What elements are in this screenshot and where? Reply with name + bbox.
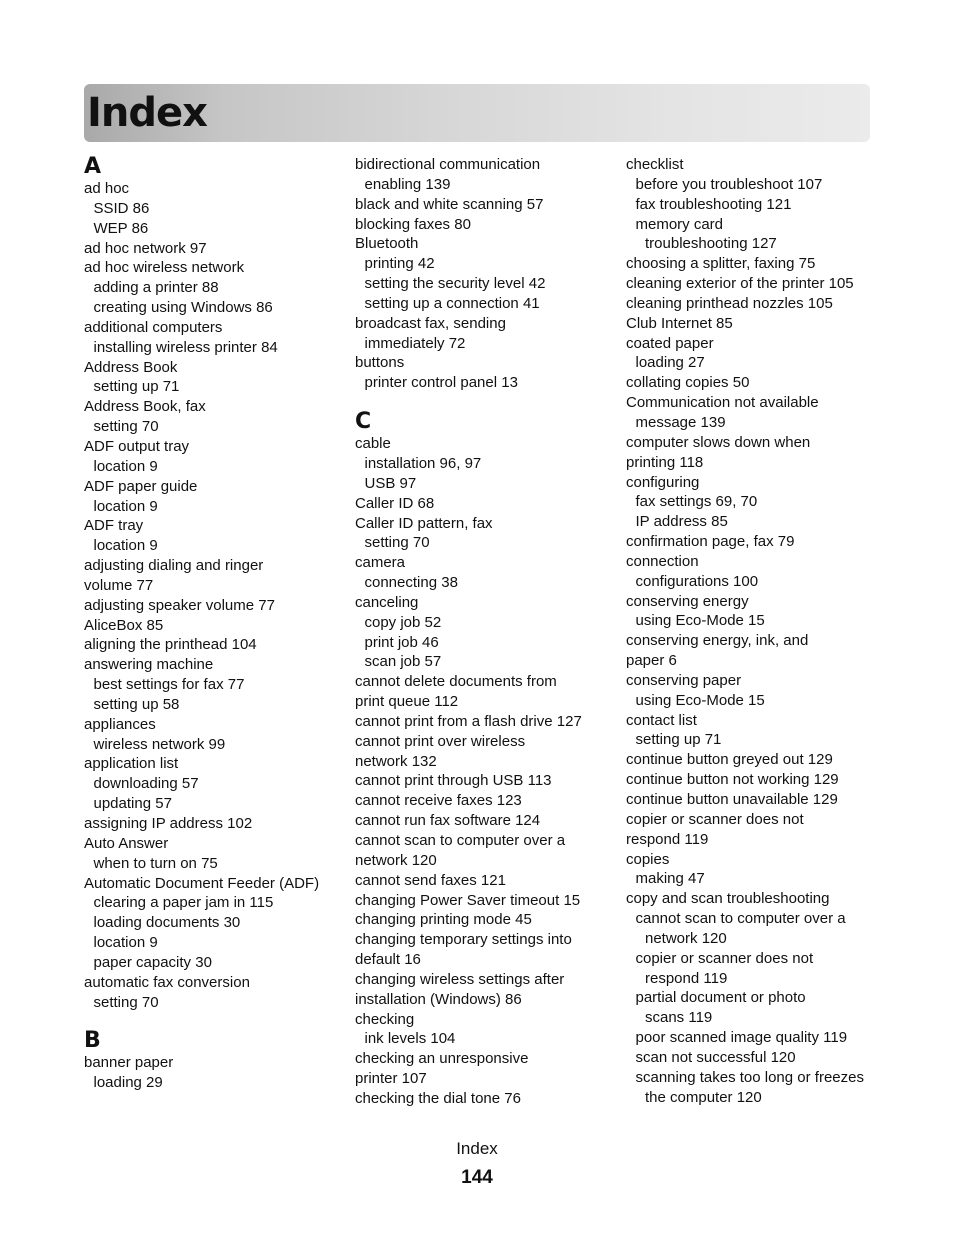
index-subentry: connecting 38: [364, 574, 458, 592]
index-subentry: when to turn on 75: [93, 854, 218, 872]
index-subentry: immediately 72: [364, 334, 466, 352]
index-subentry: setting up a connection 41: [364, 294, 540, 312]
index-subentry: installation 96, 97: [364, 454, 482, 472]
index-column-3: [626, 155, 888, 1108]
index-subentry: enabling 139: [364, 175, 451, 193]
index-entry: copies: [626, 850, 670, 868]
index-subentry: setting 70: [364, 534, 430, 552]
index-subentry: USB 97: [364, 474, 417, 492]
index-entry: installation (Windows) 86: [355, 990, 522, 1008]
index-entry: ADF output tray: [84, 437, 190, 455]
index-entry: changing temporary settings into: [355, 931, 572, 949]
index-entry: connection: [626, 552, 699, 570]
index-entry: Communication not available: [626, 394, 819, 412]
index-entry: ADF paper guide: [84, 477, 198, 495]
index-subentry: using Eco-Mode 15: [635, 691, 765, 709]
index-entry: additional computers: [84, 318, 223, 336]
index-subentry: partial document or photo: [635, 989, 806, 1007]
index-subentry: scans 119: [645, 1009, 713, 1027]
index-entry: cannot print from a flash drive 127: [355, 712, 582, 730]
index-subentry: scan not successful 120: [635, 1048, 796, 1066]
index-entry: changing printing mode 45: [355, 911, 532, 929]
index-entry: adjusting dialing and ringer: [84, 557, 264, 575]
index-entry: Club Internet 85: [626, 314, 733, 332]
index-entry: ad hoc: [84, 180, 130, 197]
index-entry: copier or scanner does not: [626, 810, 804, 828]
index-subentry: poor scanned image quality 119: [635, 1029, 848, 1047]
index-entry: Bluetooth: [355, 235, 419, 253]
index-subentry: configurations 100: [635, 572, 759, 590]
index-entry: printer 107: [355, 1070, 427, 1088]
index-entry: camera: [355, 554, 406, 572]
index-subentry: fax troubleshooting 121: [635, 195, 792, 213]
index-entry: network 120: [355, 851, 437, 869]
index-entry: conserving energy: [626, 592, 749, 610]
index-column-2: [355, 155, 617, 1109]
index-entry: copy and scan troubleshooting: [626, 890, 830, 908]
index-entry: cannot print through USB 113: [355, 772, 552, 790]
index-entry: paper 6: [626, 652, 677, 670]
index-entry: volume 77: [84, 576, 154, 594]
index-entry: Auto Answer: [84, 834, 169, 852]
page-number: 144: [461, 1167, 493, 1188]
index-subentry: copier or scanner does not: [635, 949, 814, 967]
index-subentry: setting 70: [93, 993, 159, 1011]
index-entry: confirmation page, fax 79: [626, 533, 795, 551]
index-subentry: message 139: [635, 413, 726, 431]
index-entry: appliances: [84, 715, 156, 733]
index-entry: conserving paper: [626, 671, 742, 689]
index-subentry: printer control panel 13: [364, 374, 518, 392]
index-entry: collating copies 50: [626, 374, 750, 392]
index-subentry: clearing a paper jam in 115: [93, 894, 274, 912]
index-entry: computer slows down when: [626, 433, 811, 451]
index-entry: default 16: [355, 951, 421, 969]
index-subentry: adding a printer 88: [93, 279, 219, 297]
index-subentry: creating using Windows 86: [93, 299, 273, 317]
index-entry: checklist: [626, 156, 684, 173]
index-entry: Address Book: [84, 358, 178, 376]
index-entry: continue button unavailable 129: [626, 791, 838, 808]
index-subentry: using Eco-Mode 15: [635, 612, 765, 630]
index-entry: bidirectional communication: [355, 156, 541, 173]
section-letter-heading: A: [84, 154, 102, 179]
index-subentry: best settings for fax 77: [93, 676, 245, 694]
index-subentry: loading 29: [93, 1074, 163, 1092]
section-spacer: [355, 393, 617, 410]
footer-label: Index: [456, 1139, 498, 1158]
index-entry: conserving energy, ink, and: [626, 632, 809, 650]
index-entry: Caller ID pattern, fax: [355, 514, 493, 532]
index-subentry: installing wireless printer 84: [93, 338, 278, 356]
index-subentry: setting up 71: [635, 731, 722, 749]
index-entry: changing wireless settings after: [355, 970, 565, 988]
index-subentry: setting the security level 42: [364, 275, 546, 293]
index-entry: assigning IP address 102: [84, 815, 253, 832]
index-entry: blocking faxes 80: [355, 215, 471, 233]
index-entry: Caller ID 68: [355, 494, 435, 512]
index-subentry: location 9: [93, 537, 158, 555]
index-entry: cannot receive faxes 123: [355, 792, 522, 810]
index-subentry: loading documents 30: [93, 914, 241, 932]
index-entry: aligning the printhead 104: [84, 636, 257, 654]
index-entry: configuring: [626, 473, 700, 491]
index-entry: adjusting speaker volume 77: [84, 596, 275, 614]
section-letter-heading: C: [355, 409, 372, 435]
index-entry: changing Power Saver timeout 15: [355, 891, 581, 909]
index-entry: printing 118: [626, 453, 704, 471]
index-subentry: setting up 71: [93, 378, 180, 396]
index-entry: checking an unresponsive: [355, 1050, 529, 1068]
index-subentry: fax settings 69, 70: [635, 493, 758, 511]
index-subentry: updating 57: [93, 795, 172, 813]
index-entry: cleaning exterior of the printer 105: [626, 275, 854, 293]
index-subentry: ink levels 104: [364, 1030, 456, 1048]
index-subentry: network 120: [645, 929, 727, 947]
index-subentry: IP address 85: [635, 513, 728, 531]
index-subentry: setting up 58: [93, 695, 180, 713]
index-subentry: cannot scan to computer over a: [635, 910, 846, 928]
index-subentry: making 47: [635, 870, 705, 888]
index-entry: respond 119: [626, 830, 709, 848]
index-entry: ADF tray: [84, 517, 144, 535]
index-entry: application list: [84, 755, 179, 773]
index-subentry: memory card: [635, 215, 724, 233]
index-entry: network 132: [355, 752, 437, 770]
index-subentry: location 9: [93, 934, 158, 952]
index-entry: buttons: [355, 354, 405, 372]
index-header-banner: [84, 84, 870, 142]
index-column-1: [84, 155, 346, 1093]
index-subentry: wireless network 99: [93, 735, 226, 753]
index-entry: canceling: [355, 593, 419, 611]
index-entry: answering machine: [84, 656, 214, 674]
index-subentry: paper capacity 30: [93, 953, 212, 971]
section-letter-heading: B: [84, 1028, 101, 1054]
index-entry: cannot send faxes 121: [355, 871, 506, 889]
index-entry: cannot scan to computer over a: [355, 832, 566, 849]
index-subentry: location 9: [93, 457, 158, 475]
index-subentry: setting 70: [93, 418, 159, 436]
index-subentry: downloading 57: [93, 775, 199, 793]
index-entry: cannot print over wireless: [355, 732, 526, 750]
index-entry: ad hoc network 97: [84, 239, 207, 257]
index-entry: AliceBox 85: [84, 616, 164, 634]
index-entry: continue button not working 129: [626, 771, 839, 789]
index-subentry: print job 46: [364, 633, 439, 651]
index-entry: broadcast fax, sending: [355, 314, 506, 332]
index-subentry: SSID 86: [93, 199, 150, 217]
index-entry: cable: [355, 435, 391, 453]
index-subentry: printing 42: [364, 255, 435, 273]
index-entry: print queue 112: [355, 693, 459, 711]
index-entry: continue button greyed out 129: [626, 751, 833, 769]
index-subentry: before you troubleshoot 107: [635, 175, 823, 193]
index-subentry: scan job 57: [364, 653, 442, 671]
index-entry: checking: [355, 1010, 415, 1028]
index-entry: choosing a splitter, faxing 75: [626, 255, 816, 273]
index-subentry: location 9: [93, 497, 158, 515]
index-entry: Address Book, fax: [84, 398, 206, 416]
index-subentry: loading 27: [635, 354, 705, 372]
index-subentry: respond 119: [645, 969, 728, 987]
index-subentry: the computer 120: [645, 1088, 762, 1106]
section-spacer: [84, 1012, 346, 1029]
index-entry: cleaning printhead nozzles 105: [626, 294, 833, 312]
index-entry: cannot run fax software 124: [355, 812, 541, 830]
index-entry: banner paper: [84, 1054, 174, 1072]
index-subentry: copy job 52: [364, 613, 442, 631]
index-subentry: WEP 86: [93, 219, 149, 237]
index-entry: cannot delete documents from: [355, 673, 557, 691]
index-entry: contact list: [626, 711, 697, 729]
index-subentry: scanning takes too long or freezes: [635, 1068, 864, 1086]
index-entry: checking the dial tone 76: [355, 1089, 521, 1107]
index-entry: black and white scanning 57: [355, 195, 544, 213]
index-entry: ad hoc wireless network: [84, 259, 245, 277]
index-entry: Automatic Document Feeder (ADF): [84, 874, 320, 892]
index-entry: automatic fax conversion: [84, 973, 250, 991]
page-title: Index: [87, 90, 207, 136]
index-subentry: troubleshooting 127: [645, 235, 777, 253]
index-entry: coated paper: [626, 334, 714, 352]
